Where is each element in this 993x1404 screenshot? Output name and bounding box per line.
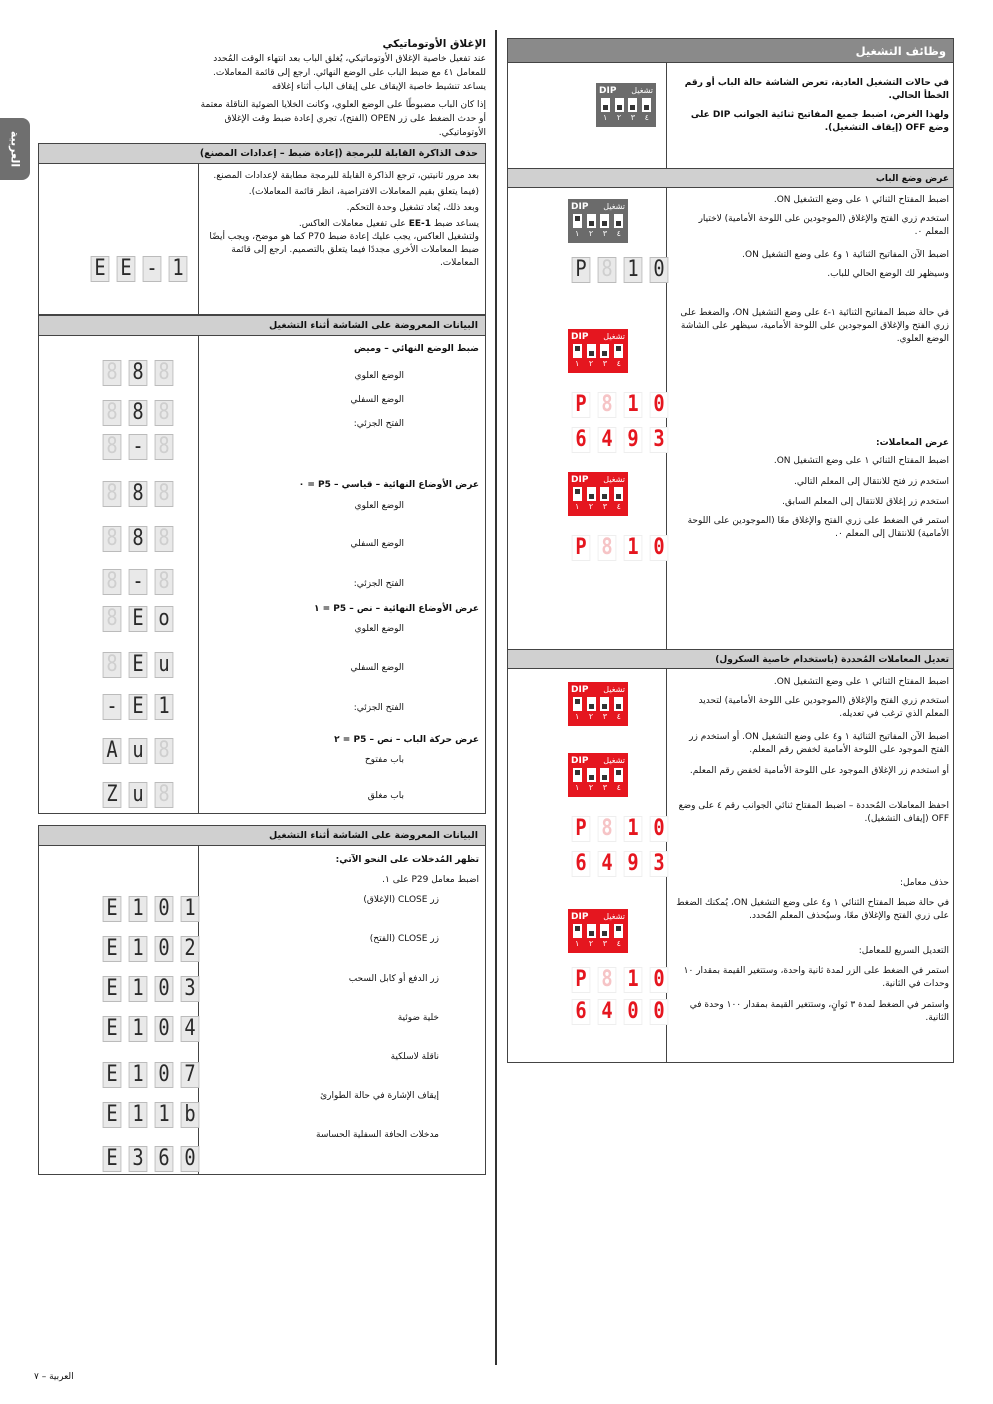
- dip-switch-1b: DIP تشغيل ١ ٢ ٣ ٤: [568, 472, 628, 516]
- display-e107: E 1 0 7: [101, 1062, 201, 1088]
- edit-params-head: تعديل المعاملات المُحددة (باستخدام خاصية السكرول): [715, 655, 949, 665]
- display-flash-partial: 8 - 8: [101, 434, 175, 460]
- display-std-bottom: 8 8 8: [101, 526, 175, 552]
- functions-intro1: في حالات التشغيل العادية، تعرض الشاشة حالة الباب أو رقم الخطأ الحالي.: [684, 78, 949, 102]
- auto-close-p1: عند تفعيل خاصية الإغلاق الأوتوماتيكي، يُغلق الباب بعد انتهاء الوقت المُحدد للمعامل ٤١ مع ضبط الباب على الوضع النهائي. ارجع إلى قائمة المعاملات. يساعد تنشيط خاصية الإيقاف على إيقاف الباب أثناء إغلاقه: [213, 54, 486, 93]
- dip-switch-edit-del: DIP تشغيل ١ ٢ ٣ ٤: [568, 909, 628, 953]
- display-6493: 6 4 9 3: [570, 427, 670, 453]
- display-p10-red-4: P 8 1 0: [570, 967, 670, 993]
- display-door-closed: Z u 8: [101, 782, 175, 808]
- sec-limit-standard: عرض الأوضاع النهائية – قياسي – P5 = ٠: [298, 480, 479, 490]
- display-e11b: E 1 1 b: [101, 1102, 201, 1128]
- display-e104: E 1 0 4: [101, 1016, 201, 1042]
- functions-title: وظائف التشغيل: [508, 39, 953, 63]
- input-close: زر CLOSE (الإغلاق): [363, 895, 439, 905]
- language-tab-label: العربية: [8, 130, 22, 168]
- factory-reset-title: حذف الذاكرة القابلة للبرمجة (إعادة ضبط – إعدادات المصنع): [39, 144, 485, 164]
- display-std-top: 8 8 8: [101, 481, 175, 507]
- door-position-head: عرض وضع الباب: [875, 174, 949, 184]
- factory-reset-text: بعد مرور ثانيتين، ترجع الذاكرة القابلة للبرمجة مطابقة لإعدادات المصنع. (فيما يتعلق بقيم المعاملات الافتراضية، انظر قائمة المعاملات). وبعد ذلك، يُعاد تشغيل وحدة التحكم. يساعد ضبط EE-1 على تفعيل معاملات العاكس. ولتشغيل العاكس، يجب عليك إعادة ضبط P70 كما هو موضح، ويجب أيضًا ضبط المعاملات الأخرى مجددًا فيما يتعلق بالتصميم. ارجع إلى قائمة المعاملات.: [209, 171, 479, 269]
- auto-close-title: الإغلاق الأوتوماتيكي: [382, 38, 486, 50]
- functions-intro2: ولهذا الغرض، اضبط جميع المفاتيح ثنائية الجوانب DIP على وضع OFF (إيقاف التشغيل).: [690, 110, 949, 134]
- inputs-sub: اضبط معامل P29 على ١.: [382, 875, 479, 885]
- input-emergency-stop: إيقاف الإشارة في حالة الطوارئ: [320, 1091, 439, 1101]
- inputs-head: تظهر المُدخلات على النحو الآتي:: [335, 855, 479, 865]
- dip-switch-edit-1-4: DIP تشغيل ١ ٢ ٣ ٤: [568, 753, 628, 797]
- dip-switch-1-4: DIP تشغيل ١ ٢ ٣ ٤: [568, 329, 628, 373]
- display-flash-bottom: 8 8 8: [101, 400, 175, 426]
- display-e103: E 1 0 3: [101, 976, 201, 1002]
- display-flash-top: 8 8 8: [101, 360, 175, 386]
- sec-door-motion: عرض حركة الباب – نص – P5 = ٢: [334, 735, 479, 745]
- page-footer: العربية – ٧: [34, 1372, 74, 1382]
- functions-box: وظائف التشغيل في حالات التشغيل العادية، تعرض الشاشة حالة الباب أو رقم الخطأ الحالي. ولهذا الغرض، اضبط جميع المفاتيح ثنائية الجوانب DIP على وضع OFF (إيقاف التشغيل). DIP تشغيل ١ ٢ ٣ ٤ عرض وضع الباب اضبط المفتاح الثنائي ١ على وضع التشغيل ON. استخدم زري الفتح والإغلاق (الموجودين على اللوحة الأمامية) لاختيار المعلم ٠. اضبط الآن المفاتيح الثنائية ١ و٤ على وضع التشغيل ON. وسيظهر لك الوضع الحالي للباب. في حالة ضبط المفاتيح الثنائية ١-٤ على وضع التشغيل ON، والضغط على زري الفتح والإغلاق الموجودين على اللوحة الأمامية، سيظهر على الشاشة الوضع العلوي. DIP تشغيل ١ ٢ ٣ ٤ P 8 1 0 DIP تشغيل ١ ٢ ٣ ٤ P 8 1 0 6 4 9 3 عرض المعاملات: اضبط المفتاح الثنائي ١ على وضع التشغيل ON. استخدم زر فتح للانتقال إلى المعلم التالي. استخدم زر إغلاق للانتقال إلى المعلم السابق. استمر في الضغط على زري الفتح والإغلاق معًا (الموجودين على اللوحة الأمامية) للانتقال إلى المعلم ٠. DIP تشغيل ١ ٢ ٣ ٤ P 8 1 0 تعديل المعاملات المُحددة (باستخدام خاصية السكرول) اضبط المفتاح الثنائي ١ على وضع التشغيل ON. استخدم زري الفتح والإغلاق (الموجودين على اللوحة الأمامية) لتحديد المعلم الذي ترغب في تعديله. اضبط الآن المفاتيح الثنائية ١ و٤ على وضع التشغيل ON. أو استخدم زر الفتح الموجود على اللوحة الأمامية لخفض رقم المعلم. أو استخدم زر الإغلاق الموجود على اللوحة الأمامية لخفض رقم المعلم. احفظ المعاملات المُحددة – اضبط المفتاح ثنائي الجوانب رقم ٤ على وضع OFF (إيقاف التشغيل). حذف معامل: في حالة ضبط المفتاح الثنائي ١ و٤ على وضع التشغيل ON، يُمكنك الضغط على زري الفتح والإغلاق معًا، وسيُحذف المعلم المُحدد. التعديل السريع للمعامل: استمر في الضغط على الزر لمدة ثانية واحدة، وستتغير القيمة بمقدار ١٠ وحدات في الثانية. واستمر في الضغط لمدة ٣ ثوانٍ، وستتغير القيمة بمقدار ١٠٠ وحدة في الثانية. DIP تشغيل ١ ٢ ٣ ٤ DIP تشغيل ١ ٢ ٣ ٤ P 8 1 0 6 4 9 3 DIP تشغيل ١ ٢ ٣ ٤ P 8 1 0 6 4 0 0: [507, 38, 954, 1063]
- auto-close-section: [198, 36, 486, 145]
- display-e102: E 1 0 2: [101, 936, 201, 962]
- display-e360: E 3 6 0: [101, 1146, 201, 1172]
- language-side-tab: [0, 118, 30, 180]
- display-6400: 6 4 0 0: [570, 999, 670, 1025]
- dip-switch-edit-1: DIP تشغيل ١ ٢ ٣ ٤: [568, 682, 628, 726]
- display-ee1: E E - 1: [89, 256, 189, 282]
- sec-limit-flash: ضبط الوضع النهائي – وميض: [353, 344, 479, 354]
- display-p10-gray: P 8 1 0: [570, 257, 670, 283]
- display-door-open: A u 8: [101, 738, 175, 764]
- input-photocell: خلية ضوئية: [397, 1013, 439, 1023]
- params-head: عرض المعاملات:: [876, 438, 949, 448]
- display-6493-b: 6 4 9 3: [570, 851, 670, 877]
- operation-display-box: البيانات المعروضة على الشاشة أثناء التشغيل ضبط الوضع النهائي – وميض الوضع العلوي الوضع السفلي الفتح الجزئي: 8 8 8 8 8 8 8 - 8 عرض الأوضاع النهائية – قياسي – P5 = ٠ الوضع العلوي الوضع السفلي الفتح الجزئي: 8 8 8 8 8 8 8 - 8 عرض الأوضاع النهائية – نص – P5 = ١ الوضع العلوي الوضع السفلي الفتح الجزئي: 8 E o 8 E u - E 1 عرض حركة الباب – نص – P5 = ٢ باب مفتوح باب مغلق A u 8 Z u 8: [38, 315, 486, 814]
- input-wireless: ناقلة لاسلكية: [390, 1052, 439, 1062]
- display-p10-red-2: P 8 1 0: [570, 535, 670, 561]
- factory-reset-box: [38, 143, 486, 315]
- display-e101: E 1 0 1: [101, 896, 201, 922]
- input-safety-edge: مدخلات الحافة السفلية الحساسة: [316, 1130, 439, 1140]
- input-pull-cord: زر الدفع أو كابل السحب: [348, 974, 439, 984]
- operation-display-title: البيانات المعروضة على الشاشة أثناء التشغيل: [39, 316, 485, 336]
- display-p10-red: P 8 1 0: [570, 392, 670, 418]
- inputs-display-box: [38, 825, 486, 1175]
- display-text-partial: - E 1: [101, 694, 175, 720]
- display-std-partial: 8 - 8: [101, 569, 175, 595]
- dip-switch-1: DIP تشغيل ١ ٢ ٣ ٤: [568, 199, 628, 243]
- display-p10-red-3: P 8 1 0: [570, 816, 670, 842]
- auto-close-p2: إذا كان الباب مضبوطًا على الوضع العلوي، وكانت الخلايا الضوئية الناقلة معتمة أو حدث الضغط على زر OPEN (الفتح)، تجري إعادة ضبط وقت الإغلاق الأوتوماتيكي.: [200, 100, 486, 138]
- dip-switch-off: DIP تشغيل ١ ٢ ٣ ٤: [596, 83, 656, 127]
- sec-limit-text: عرض الأوضاع النهائية – نص – P5 = ١: [313, 604, 479, 614]
- display-text-top: 8 E o: [101, 606, 175, 632]
- column-divider: [495, 30, 497, 1365]
- input-open: زر CLOSE (الفتح): [369, 934, 439, 944]
- display-text-bottom: 8 E u: [101, 652, 175, 678]
- inputs-display-title: البيانات المعروضة على الشاشة أثناء التشغيل: [39, 826, 485, 846]
